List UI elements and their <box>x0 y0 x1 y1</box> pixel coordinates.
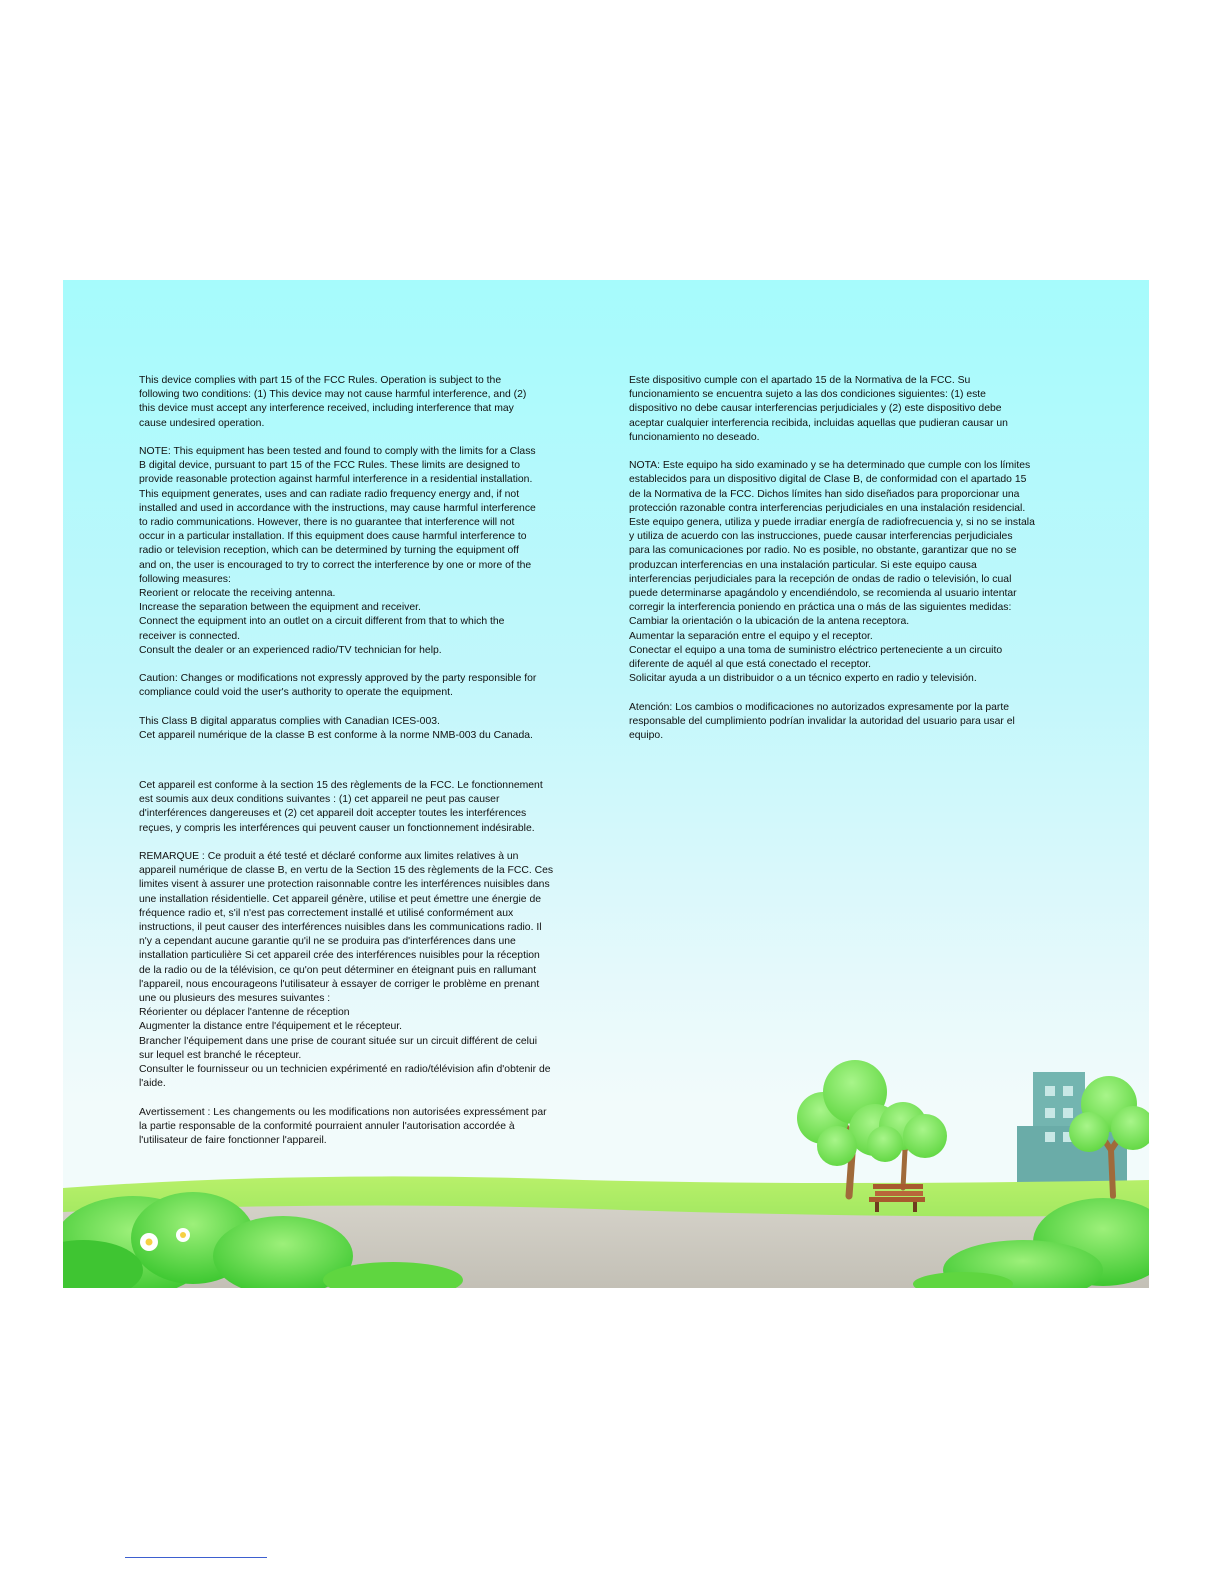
caution-paragraph: Avertissement : Les changements ou les modifications non autorisées expressément par la partie responsable de la conformité pourraient annuler l'autorisation accordée à l'utilisateur de faire fonctionner l'appareil. <box>139 1106 547 1147</box>
fcc-note-paragraph: NOTE: This equipment has been tested and found to comply with the limits for a Class B digital device, pursuant to part 15 of the FCC Rules. These limits are designed to provide reasonable protection against harmful interference in a residential installation. This equipment generates, uses and can radiate radio frequency energy and, if not installed and used in accordance with the instructions, may cause harmful interference to radio communications. However, there is no guarantee that interference will not occur in a particular installation. If this equipment does cause harmful interference to radio or television reception, which can be determined by turning the equipment off and on, the user is encouraged to try to correct the interference by one or more of the following measures: Reorient or relocate the receiving antenna. Increase the separation between the equipment and receiver. Connect the equipment into an outlet on a circuit different from that to which the receiver is connected. Consult the dealer or an experienced radio/TV technician for help. <box>139 446 536 656</box>
spanish-notice-column <box>629 374 1095 757</box>
caution-paragraph: Atención: Los cambios o modificaciones no autorizados expresamente por la parte responsable del cumplimiento podrían invalidar la autoridad del usuario para usar el equipo. <box>629 701 1015 742</box>
footer-rule <box>125 1557 267 1558</box>
french-notice-column <box>139 779 617 1162</box>
english-notice-column <box>139 374 609 757</box>
fcc-compliance-statement: Este dispositivo cumple con el apartado 15 de la Normativa de la FCC. Su funcionamiento se encuentra sujeto a las dos condiciones siguientes: (1) este dispositivo no debe causar interferencias perjudiciales y (2) este dispositivo debe aceptar cualquier interferencia recibida, incluidas aquellas que pudieran causar un funcionamiento no deseado. <box>629 375 1008 443</box>
fcc-note-paragraph: NOTA: Este equipo ha sido examinado y se ha determinado que cumple con los límites establecidos para un dispositivo digital de Clase B, de conformidad con el apartado 15 de la Normativa de la FCC. Dichos límites han sido diseñados para proporcionar una protección razonable contra interferencias perjudiciales en una instalación residencial. Este equipo genera, utiliza y puede irradiar energía de radiofrecuencia y, si no se instala y utiliza de acuerdo con las instrucciones, puede causar interferencias perjudiciales para las comunicaciones por radio. No es posible, no obstante, garantizar que no se produzcan interferencias en una instalación particular. Si este equipo causa interferencias perjudiciales para la recepción de ondas de radio o televisión, lo cual puede determinarse apagándolo y encendiéndolo, se recomienda al usuario intentar corregir la interferencia poniendo en práctica una o más de las siguientes medidas: Cambiar la orientación o la ubicación de la antena receptora. Aumentar la separación entre el equipo y el receptor. Conectar el equipo a una toma de suministro eléctrico perteneciente a un circuito diferente de aquél al que está conectado el receptor. Solicitar ayuda a un distribuidor o a un técnico experto en radio y televisión. <box>629 460 1035 685</box>
illustrated-page-panel <box>63 280 1149 1288</box>
fcc-compliance-statement: Cet appareil est conforme à la section 15 des règlements de la FCC. Le fonctionnement est soumis aux deux conditions suivantes : (1) cet appareil ne peut pas causer d'interférences dangereuses et (2) cet appareil doit accepter toutes les interférences reçues, y compris les interférences qui peuvent causer un fonctionnement indésirable. <box>139 780 543 834</box>
caution-paragraph: Caution: Changes or modifications not expressly approved by the party responsible for compliance could void the user's authority to operate the equipment. <box>139 673 537 699</box>
fcc-note-paragraph: REMARQUE : Ce produit a été testé et déclaré conforme aux limites relatives à un appareil numérique de classe B, en vertu de la Section 15 des règlements de la FCC. Ces limites visent à assurer une protection raisonnable contre les interférences nuisibles dans une installation résidentielle. Cet appareil génère, utilise et peut émettre une énergie de fréquence radio et, s'il n'est pas correctement installé et utilisé conformément aux instructions, il peut causer des interférences nuisibles dans les communications radio. Il n'y a cependant aucune garantie qu'il ne se produira pas d'interférences dans une installation particulière Si cet appareil crée des interférences nuisibles pour la réception de la radio ou de la télévision, ce qu'on peut déterminer en éteignant puis en rallumant l'appareil, nous encourageons l'utilisateur à essayer de corriger le problème en prenant une ou plusieurs des mesures suivantes : Réorienter ou déplacer l'antenne de réception Augmenter la distance entre l'équipement et le récepteur. Brancher l'équipement dans une prise de courant située sur un circuit différent de celui sur lequel est branché le récepteur. Consulter le fournisseur ou un technicien expérimenté en radio/télévision afin d'obtenir de l'aide. <box>139 851 554 1090</box>
fcc-compliance-statement: This device complies with part 15 of the FCC Rules. Operation is subject to the following two conditions: (1) This device may not cause harmful interference, and (2) this device must accept any interference received, including interference that may cause undesired operation. <box>139 375 527 429</box>
canada-ices-statement: This Class B digital apparatus complies with Canadian ICES-003. Cet appareil numérique de la classe B est conforme à la norme NMB-003 du Canada. <box>139 715 533 742</box>
